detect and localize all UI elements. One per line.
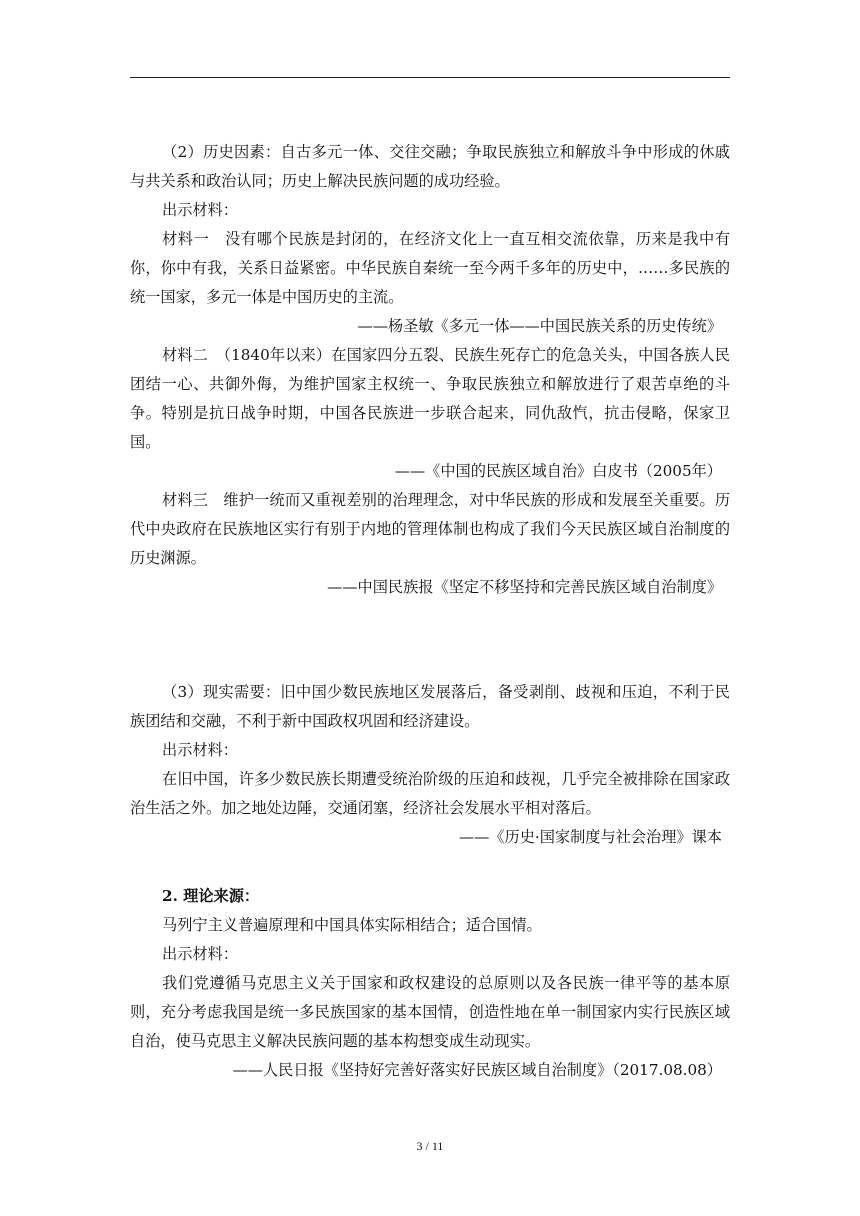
material-one-text: 材料一 没有哪个民族是封闭的，在经济文化上一直互相交流依靠，历来是我中有你，你中有我，关系日益紧密。中华民族自秦统一至今两千多年的历史中，……多民族的统一国家，多元一体是中国历史的主流。	[130, 230, 730, 306]
theory-section	[130, 882, 730, 1085]
reality-material-text: 在旧中国，许多少数民族长期遭受统治阶级的压迫和歧视，几乎完全被排除在国家政治生活之外。加之地处边陲，交通闭塞，经济社会发展水平相对落后。	[130, 770, 730, 817]
theory-material-text: 我们党遵循马克思主义关于国家和政权建设的总原则以及各民族一律平等的基本原则，充分考虑我国是统一多民族国家的基本国情，创造性地在单一制国家内实行民族区域自治，使马克思主义解决民族问题的基本构想变成生动现实。	[130, 974, 730, 1050]
theory-summary: 马列宁主义普遍原理和中国具体实际相结合；适合国情。	[162, 916, 542, 934]
reality-section	[130, 678, 730, 852]
material-one-source: ——杨圣敏《多元一体——中国民族关系的历史传统》	[357, 317, 722, 335]
reality-heading: （3）现实需要：旧中国少数民族地区发展落后，备受剥削、歧视和压迫，不利于民族团结和交融，不利于新中国政权巩固和经济建设。	[130, 683, 730, 730]
material-two-text: 材料二 （1840年以来）在国家四分五裂、民族生死存亡的危急关头，中国各族人民团结一心、共御外侮，为维护国家主权统一、争取民族独立和解放进行了艰苦卓绝的斗争。特别是抗日战争时期，中国各民族进一步联合起来，同仇敌忾，抗击侵略，保家卫国。	[130, 346, 730, 451]
show-material-label: 出示材料：	[162, 945, 238, 963]
page-number: 3 / 11	[416, 1139, 444, 1153]
history-heading: （2）历史因素：自古多元一体、交往交融；争取民族独立和解放斗争中形成的休戚与共关系和政治认同；历史上解决民族问题的成功经验。	[130, 143, 730, 190]
reality-material-source: ——《历史·国家制度与社会治理》课本	[458, 828, 722, 846]
history-section	[130, 138, 730, 602]
theory-heading: 2. 理论来源：	[162, 887, 260, 905]
show-material-label: 出示材料：	[162, 741, 238, 759]
header-rule	[130, 77, 730, 78]
theory-material-source: ——人民日报《坚持好完善好落实好民族区域自治制度》（2017.08.08）	[232, 1061, 722, 1079]
material-three-source: ——中国民族报《坚定不移坚持和完善民族区域自治制度》	[327, 578, 722, 596]
show-material-label: 出示材料：	[162, 201, 238, 219]
material-three-text: 材料三 维护一统而又重视差别的治理理念，对中华民族的形成和发展至关重要。历代中央政府在民族地区实行有别于内地的管理体制也构成了我们今天民族区域自治制度的历史渊源。	[130, 491, 730, 567]
material-two-source: ——《中国的民族区域自治》白皮书（2005年）	[394, 462, 722, 480]
